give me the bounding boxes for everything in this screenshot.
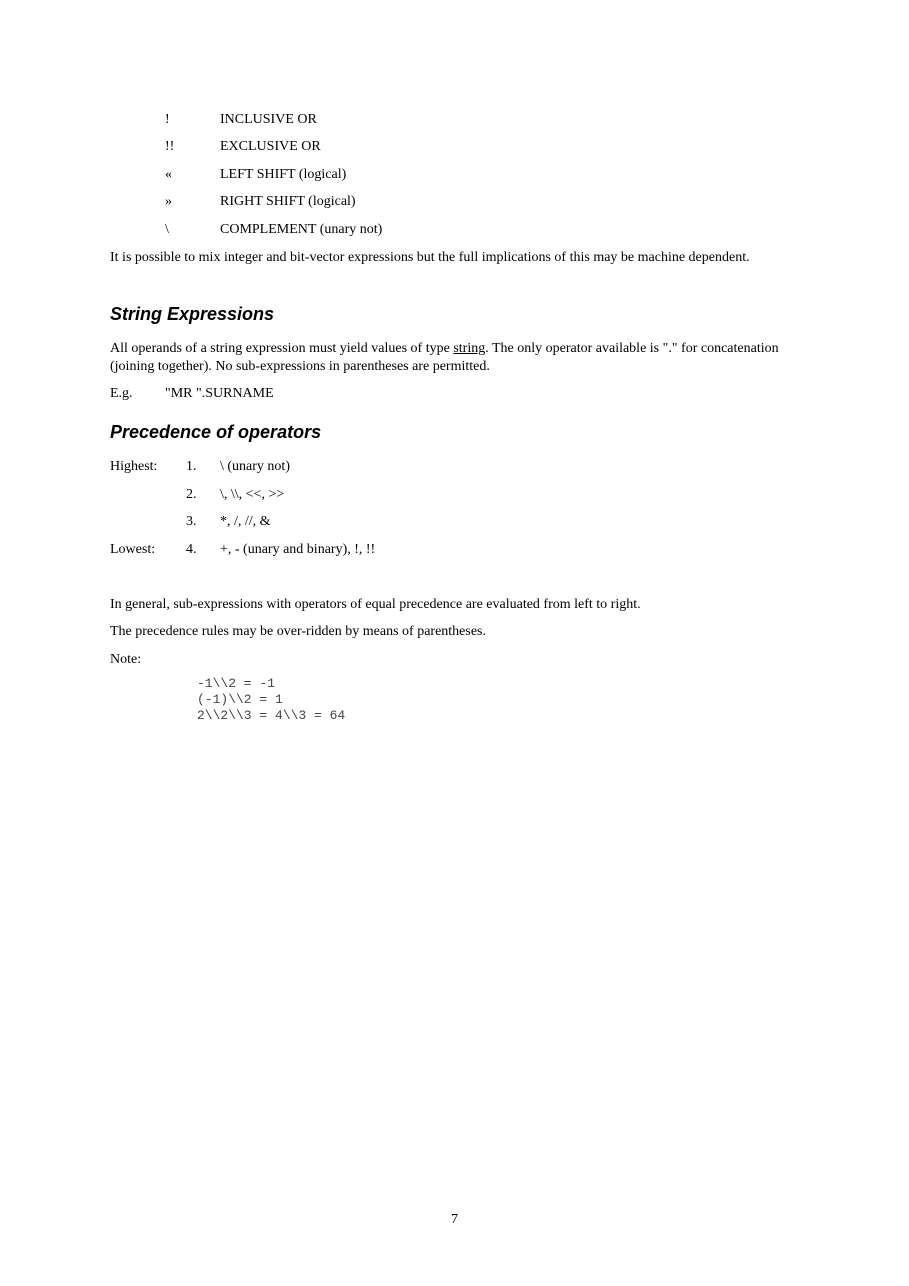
operator-symbol: »: [165, 194, 172, 209]
operator-name: RIGHT SHIFT (logical): [220, 194, 356, 209]
operator-symbol: «: [165, 167, 172, 182]
example-label: E.g.: [110, 386, 133, 401]
precedence-number: 1.: [186, 459, 197, 474]
precedence-operators: *, /, //, &: [220, 514, 271, 529]
evaluation-order-paragraph: In general, sub-expressions with operators of equal precedence are evaluated from left to right.: [110, 597, 641, 612]
precedence-number: 2.: [186, 487, 197, 502]
mix-expressions-paragraph: It is possible to mix integer and bit-vector expressions but the full implications of this may be machine dependent.: [110, 250, 750, 265]
string-type-term: string: [453, 341, 486, 356]
precedence-operators: \ (unary not): [220, 459, 290, 474]
precedence-heading: Precedence of operators: [110, 422, 322, 442]
example-value: "MR ".SURNAME: [165, 386, 274, 401]
code-line: (-1)\\2 = 1: [197, 692, 283, 707]
operator-name: INCLUSIVE OR: [220, 112, 317, 127]
parentheses-paragraph: The precedence rules may be over-ridden by means of parentheses.: [110, 624, 486, 639]
precedence-operators: +, - (unary and binary), !, !!: [220, 542, 376, 557]
operator-name: LEFT SHIFT (logical): [220, 167, 347, 182]
string-expressions-heading: String Expressions: [110, 304, 275, 324]
precedence-label: Highest:: [110, 459, 158, 474]
note-label: Note:: [110, 652, 142, 667]
operator-name: EXCLUSIVE OR: [220, 139, 321, 154]
para-text: All operands of a string expression must yield values of type: [110, 341, 454, 356]
operator-symbol: !: [165, 112, 170, 127]
code-line: 2\\2\\3 = 4\\3 = 64: [197, 708, 346, 723]
precedence-number: 3.: [186, 514, 197, 529]
precedence-operators: \, \\, <<, >>: [220, 487, 285, 502]
code-line: -1\\2 = -1: [197, 676, 276, 691]
para-text: . The only operator available is "." for concatenation (joining together). No sub-expressions in parentheses are permitted.: [110, 341, 779, 374]
precedence-label: Lowest:: [110, 542, 156, 557]
string-expressions-paragraph: [110, 340, 790, 376]
precedence-number: 4.: [186, 542, 197, 557]
operator-symbol: !!: [165, 139, 175, 154]
operator-symbol: \: [165, 222, 169, 237]
page-number: 7: [451, 1212, 458, 1227]
operator-name: COMPLEMENT (unary not): [220, 222, 383, 237]
